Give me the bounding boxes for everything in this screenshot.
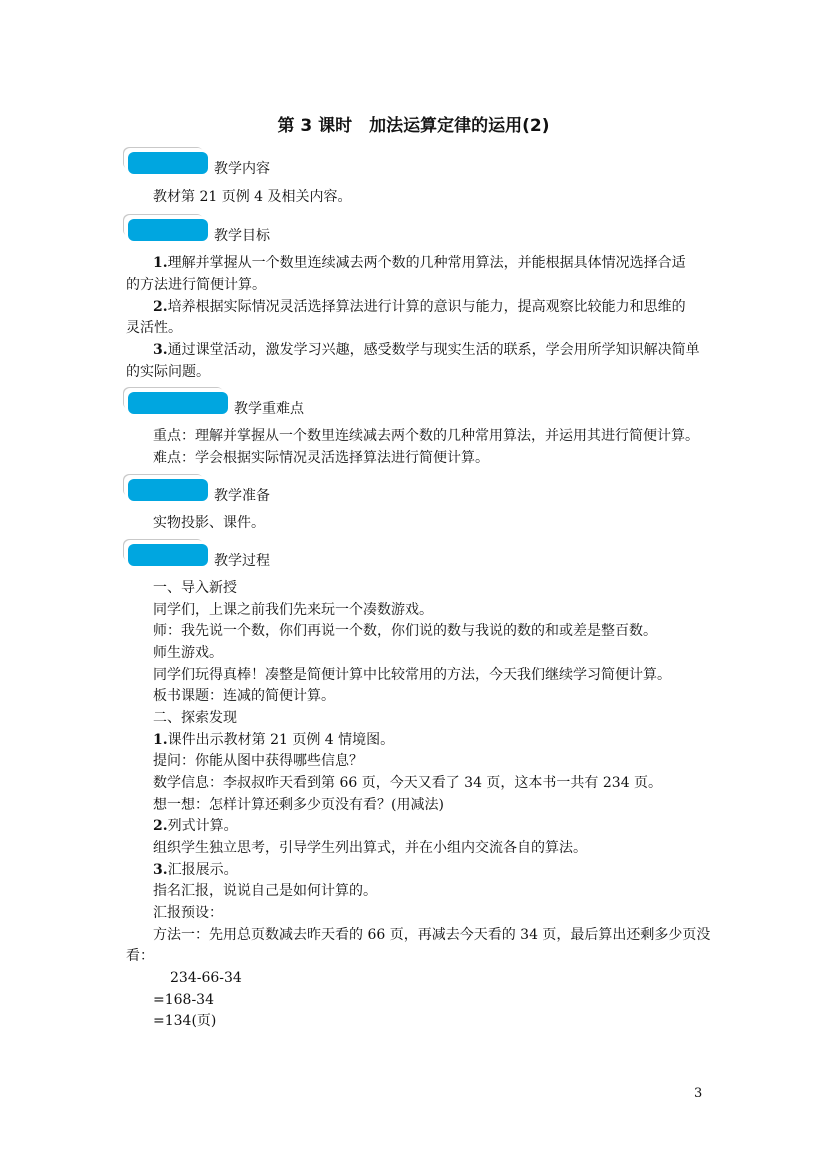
text-line: 看：	[126, 948, 154, 964]
heading-badge	[128, 392, 228, 414]
heading-label: 教学目标	[214, 228, 270, 244]
text-line: 二、探索发现	[153, 710, 237, 726]
text-line: 方法一：先用总页数减去昨天看的 66 页，再减去今天看的 34 页，最后算出还剩多少页没	[153, 927, 711, 943]
heading-label: 教学重难点	[234, 401, 304, 417]
step-item: 3.汇报展示。	[153, 862, 238, 878]
goal-item-cont: 的实际问题。	[126, 364, 210, 380]
text-line: 提问：你能从图中获得哪些信息？	[153, 753, 363, 769]
text-line: 实物投影、课件。	[153, 515, 265, 531]
calc-line: =134(页)	[153, 1013, 217, 1029]
heading-badge	[128, 219, 208, 241]
step-item: 1.课件出示教材第 21 页例 4 情境图。	[153, 732, 395, 748]
text-line: 板书课题：连减的简便计算。	[153, 688, 335, 704]
text-line: 组织学生独立思考，引导学生列出算式，并在小组内交流各自的算法。	[153, 840, 587, 856]
heading-badge	[128, 544, 208, 566]
heading-label: 教学内容	[214, 161, 270, 177]
heading-label: 教学准备	[214, 488, 270, 504]
text-line: 一、导入新授	[153, 580, 237, 596]
heading-badge	[128, 152, 208, 174]
calc-line: =168-34	[153, 992, 214, 1008]
calc-line: 234-66-34	[170, 970, 242, 986]
goal-item-cont: 灵活性。	[126, 320, 182, 336]
text-line: 师生游戏。	[153, 645, 223, 661]
page-title: 第 3 课时 加法运算定律的运用(2)	[277, 116, 550, 136]
text-line: 师：我先说一个数，你们再说一个数，你们说的数与我说的数的和或差是整百数。	[153, 623, 657, 639]
goal-item: 2.培养根据实际情况灵活选择算法进行计算的意识与能力，提高观察比较能力和思维的	[153, 299, 686, 315]
text-line: 指名汇报，说说自己是如何计算的。	[153, 883, 377, 899]
heading-badge	[128, 479, 208, 501]
goal-item: 1.理解并掌握从一个数里连续减去两个数的几种常用算法，并能根据具体情况选择合适	[153, 255, 686, 271]
text-line: 重点：理解并掌握从一个数里连续减去两个数的几种常用算法，并运用其进行简便计算。	[153, 428, 699, 444]
text-line: 难点：学会根据实际情况灵活选择算法进行简便计算。	[153, 450, 489, 466]
text-line: 同学们玩得真棒！凑整是简便计算中比较常用的方法，今天我们继续学习简便计算。	[153, 667, 671, 683]
text-line: 想一想：怎样计算还剩多少页没有看？(用减法)	[153, 797, 444, 813]
text-line: 数学信息：李叔叔昨天看到第 66 页，今天又看了 34 页，这本书一共有 234 页。	[153, 775, 663, 791]
text-line: 汇报预设：	[153, 905, 223, 921]
text-line: 教材第 21 页例 4 及相关内容。	[153, 189, 352, 205]
page-number: 3	[694, 1086, 703, 1101]
text-line: 同学们，上课之前我们先来玩一个凑数游戏。	[153, 602, 433, 618]
goal-item: 3.通过课堂活动，激发学习兴趣，感受数学与现实生活的联系，学会用所学知识解决简单	[153, 342, 700, 358]
heading-label: 教学过程	[214, 553, 270, 569]
step-item: 2.列式计算。	[153, 818, 238, 834]
goal-item-cont: 的方法进行简便计算。	[126, 277, 266, 293]
